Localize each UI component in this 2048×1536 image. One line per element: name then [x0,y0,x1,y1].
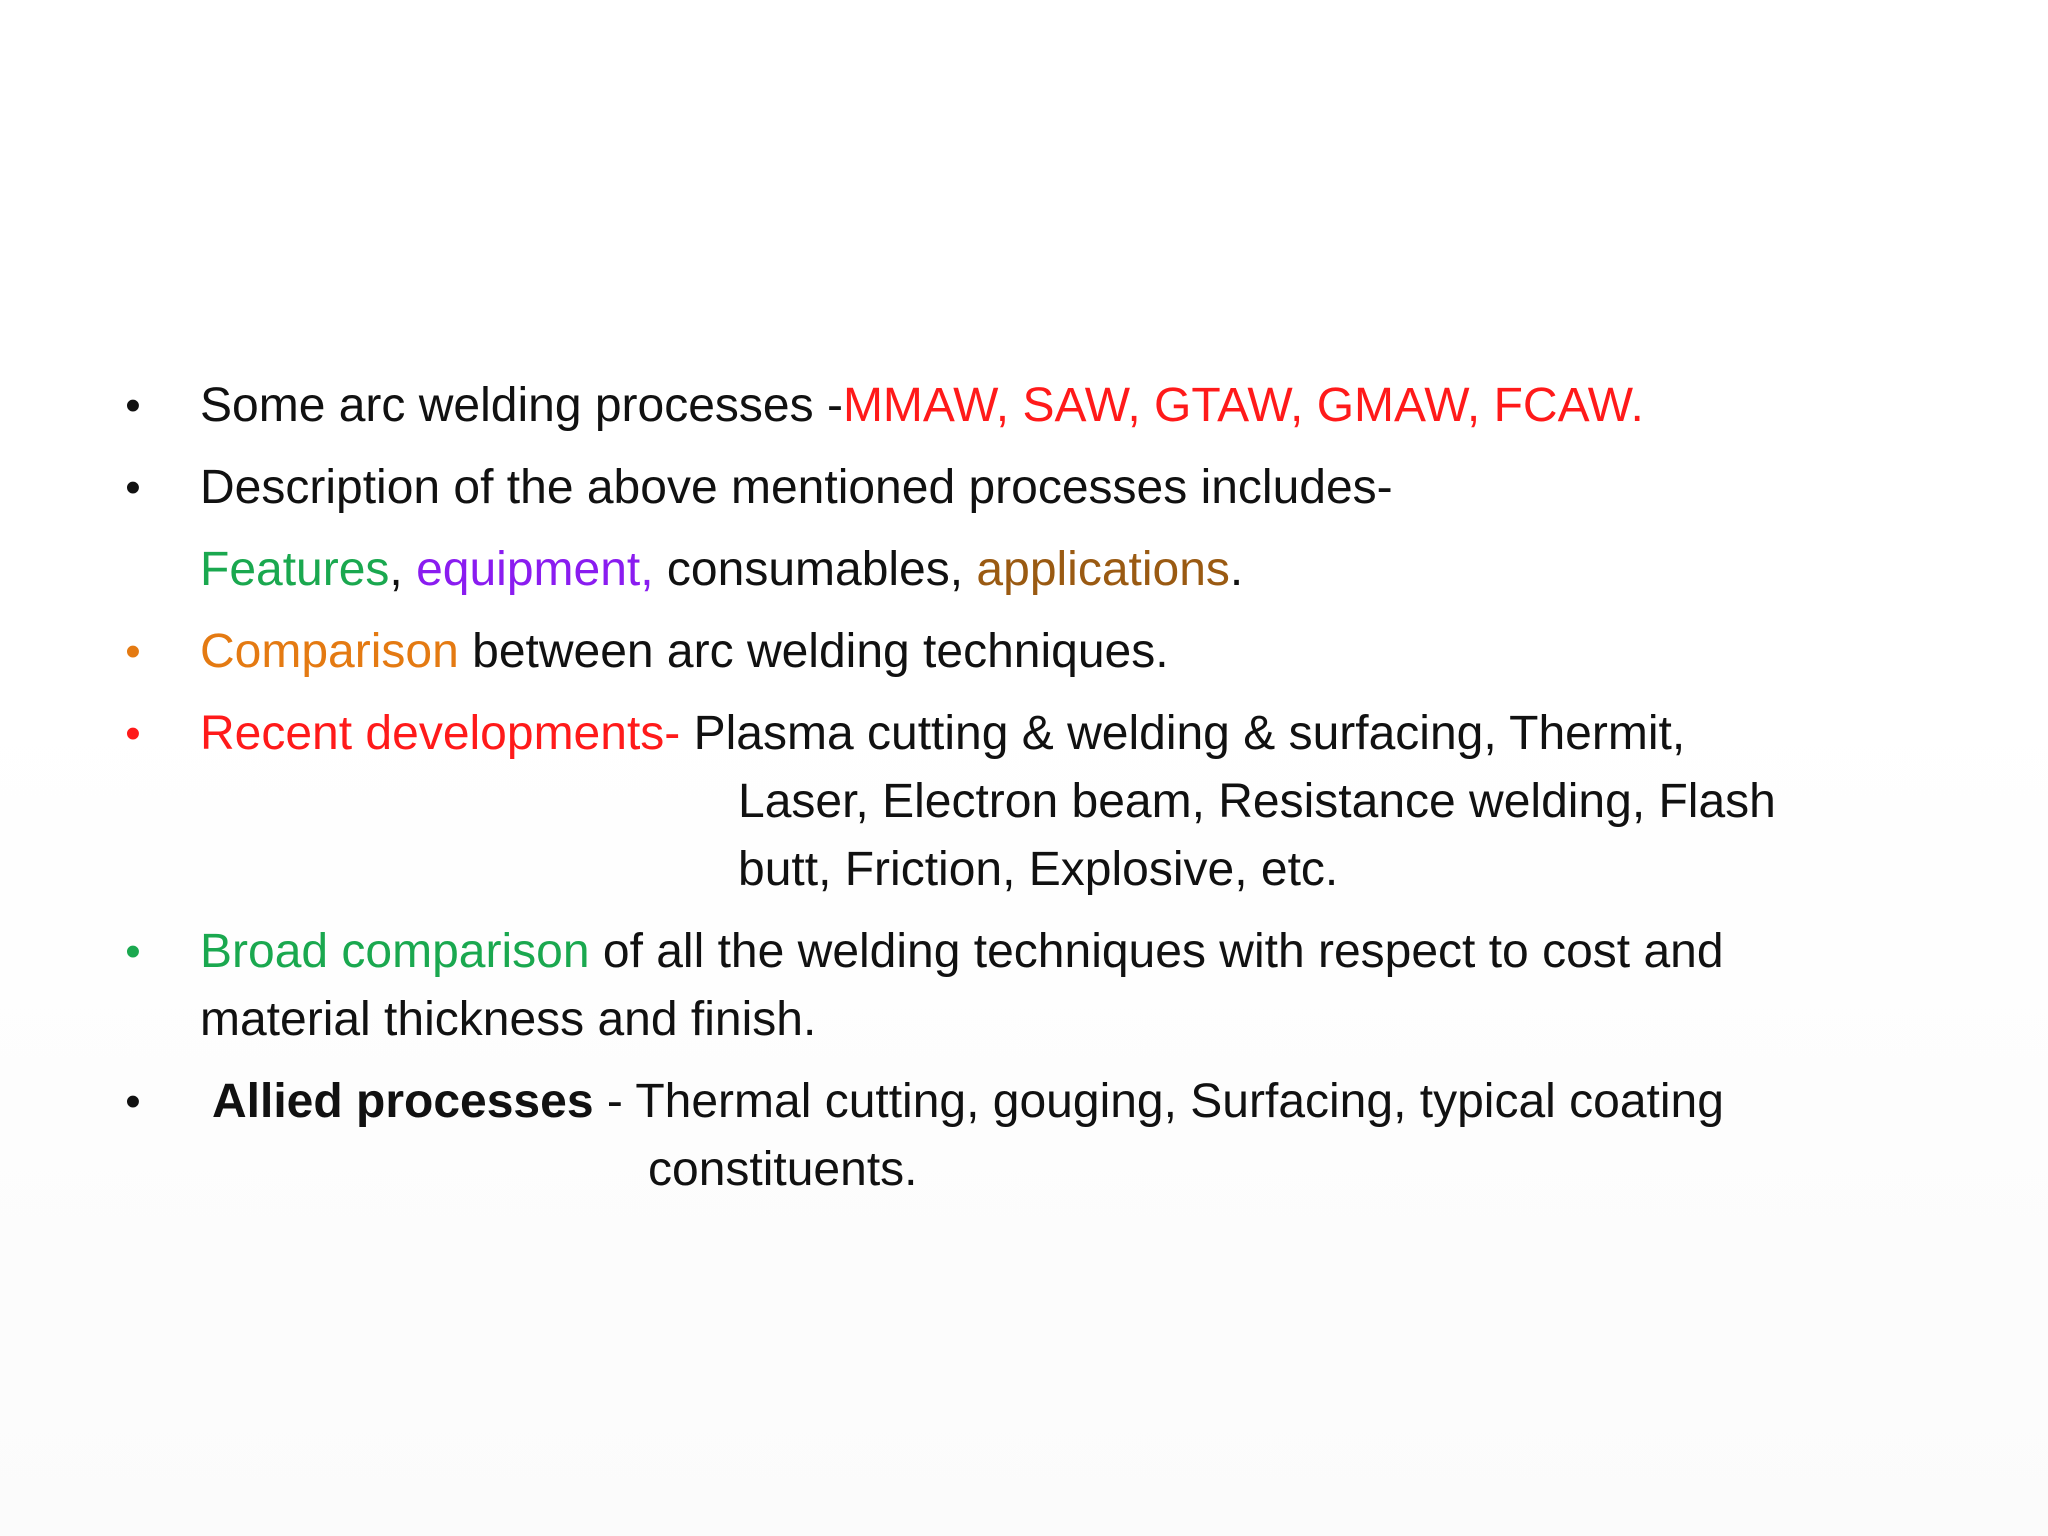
item-4-line-1 [200,700,1685,768]
item-5-line-2 [200,986,816,1054]
item-6-line-2 [648,1136,917,1204]
item-4-text-3: butt, Friction, Explosive, etc. [738,843,1339,896]
item-4-text-1: Plasma cutting & welding & surfacing, Thermit, [680,707,1686,760]
item-6-dash: - [593,1075,636,1128]
bullet-5: • [125,927,141,976]
item-2-equipment: equipment, [416,543,654,596]
item-6-text-2: constituents. [648,1143,918,1196]
bullet-4: • [125,709,141,758]
item-6-text-1: Thermal cutting, gouging, Surfacing, typical coating [635,1075,1724,1128]
item-2-applications: applications [976,543,1230,596]
bullet-1: • [125,381,141,430]
item-2-sep: , [389,543,417,596]
item-2-consumables: consumables, [653,543,977,596]
item-6-line-1 [212,1068,1724,1136]
item-3-line [200,618,1169,686]
item-5-line-1 [200,918,1724,986]
item-2-line [200,454,1393,522]
item-2-period: . [1229,543,1244,596]
item-2-subline [200,536,1243,604]
item-3-text: between arc welding techniques. [458,625,1169,678]
item-4-line-3 [738,836,1338,904]
item-4-line-2 [738,768,1776,836]
item-1-processes: MMAW, SAW, GTAW, GMAW, FCAW. [842,379,1644,432]
item-1-line [200,372,1644,440]
item-4-text-2: Laser, Electron beam, Resistance welding, Flash [738,775,1776,828]
bullet-3: • [125,627,141,676]
item-5-text-2: material thickness and finish. [200,993,817,1046]
bullet-2: • [125,463,141,512]
item-1-text: Some arc welding processes - [200,379,843,432]
item-5-text-1: of all the welding techniques with respect to cost and [589,925,1724,978]
item-3-comparison: Comparison [200,625,459,678]
item-6-allied-processes: Allied processes [212,1075,594,1128]
item-2-features: Features [200,543,390,596]
item-5-broad-comparison: Broad comparison [200,925,590,978]
bullet-6: • [125,1077,141,1126]
item-4-recent-developments: Recent developments- [200,707,681,760]
item-2-text: Description of the above mentioned processes includes- [200,461,1393,514]
